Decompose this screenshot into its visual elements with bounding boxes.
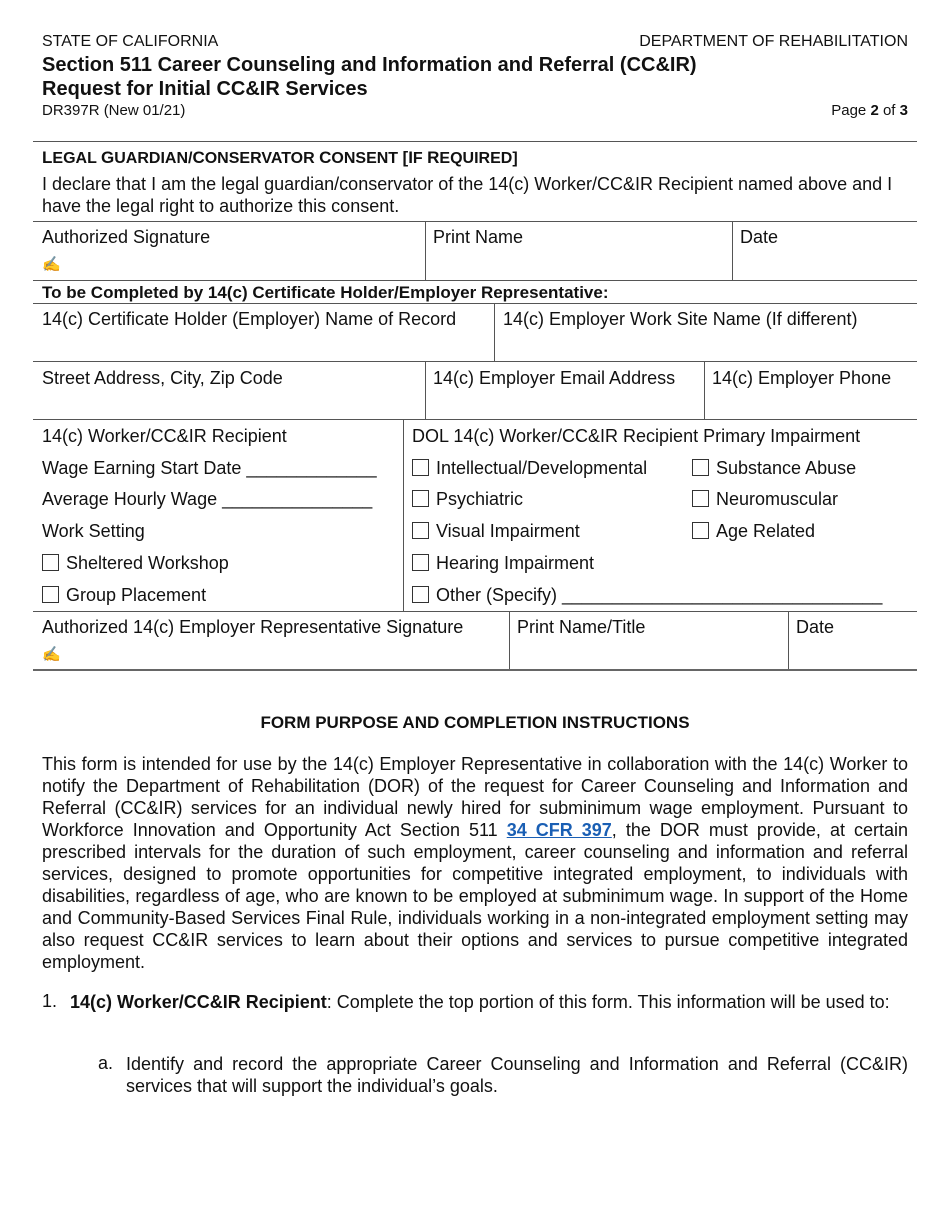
divider bbox=[33, 280, 917, 281]
divider bbox=[33, 303, 917, 304]
divider bbox=[788, 611, 789, 669]
worker-recipient-label: 14(c) Worker/CC&IR Recipient bbox=[42, 426, 287, 446]
date-label: Date bbox=[796, 617, 835, 637]
impairment-visual-option[interactable]: Visual Impairment bbox=[412, 521, 580, 542]
certificate-holder-name-label: 14(c) Certificate Holder (Employer) Name of Record bbox=[42, 309, 457, 329]
work-setting-label: Work Setting bbox=[42, 521, 145, 541]
divider bbox=[33, 669, 917, 671]
employer-phone-label: 14(c) Employer Phone bbox=[712, 368, 892, 388]
checkbox[interactable] bbox=[412, 586, 429, 603]
guardian-heading: LEGAL GUARDIAN/CONSERVATOR CONSENT [IF REQUIRED] bbox=[42, 148, 518, 167]
impairment-hearing-option[interactable]: Hearing Impairment bbox=[412, 553, 594, 574]
authorized-signature-label: Authorized Signature bbox=[42, 227, 211, 247]
page-current: 2 bbox=[870, 102, 879, 119]
divider bbox=[494, 303, 495, 361]
signature-icon[interactable]: ✍ bbox=[42, 256, 61, 273]
hourly-wage-field[interactable]: Average Hourly Wage _______________ bbox=[42, 489, 373, 509]
checkbox[interactable] bbox=[412, 459, 429, 476]
impairment-age-option[interactable]: Age Related bbox=[692, 521, 815, 542]
checkbox[interactable] bbox=[692, 459, 709, 476]
checkbox[interactable] bbox=[692, 490, 709, 507]
print-name-title-label: Print Name/Title bbox=[517, 617, 646, 637]
checkbox[interactable] bbox=[412, 554, 429, 571]
impairment-intellectual-option[interactable]: Intellectual/Developmental bbox=[412, 458, 647, 479]
department-label: DEPARTMENT OF REHABILITATION bbox=[639, 33, 908, 50]
item1-number: 1. bbox=[42, 991, 58, 1011]
instructions-heading: FORM PURPOSE AND COMPLETION INSTRUCTIONS bbox=[260, 713, 690, 732]
divider bbox=[425, 221, 426, 280]
date-label: Date bbox=[740, 227, 779, 247]
group-placement-option[interactable]: Group Placement bbox=[42, 585, 206, 606]
page-label: Page bbox=[831, 102, 867, 119]
divider bbox=[704, 361, 705, 419]
checkbox[interactable] bbox=[412, 490, 429, 507]
impairment-psychiatric-option[interactable]: Psychiatric bbox=[412, 489, 523, 510]
guardian-declaration: I declare that I am the legal guardian/conservator of the 14(c) Worker/CC&IR Recipient named above and I have the legal right to authorize this consent. bbox=[42, 174, 893, 216]
wage-start-date-field[interactable]: Wage Earning Start Date _____________ bbox=[42, 458, 377, 478]
sheltered-workshop-option[interactable]: Sheltered Workshop bbox=[42, 553, 229, 574]
divider bbox=[732, 221, 733, 280]
instructions-paragraph: This form is intended for use by the 14(c) Employer Representative in collaboration with the 14(c) Worker to notify the Department of Rehabilitation (DOR) of the request for Career Counseling and Information and Referral (CC&IR) services for an individual newly hired for subminimum wage employment. Pursuant to Workforce Innovation and Opportunity Act Section 511 34 CFR 397, the DOR must provide, at certain prescribed intervals for the duration of such employment, career counseling and information and referral services, designed to promote opportunities for competitive integrated employment, to individuals with disabilities, regardless of age, who are known to be employed at subminimum wage. In support of the Home and Community-Based Services Final Rule, individuals working in a non-integrated employment setting may also request CC&IR services to learn about their options and services to pursue competitive integrated employment. bbox=[42, 754, 908, 972]
item1a-letter: a. bbox=[98, 1053, 114, 1073]
divider bbox=[403, 419, 404, 611]
impairment-neuromuscular-option[interactable]: Neuromuscular bbox=[692, 489, 838, 510]
page-indicator bbox=[831, 102, 908, 119]
impairment-other-option[interactable]: Other (Specify) ________________________________ bbox=[412, 585, 882, 606]
page-total: 3 bbox=[899, 102, 908, 119]
divider bbox=[425, 361, 426, 419]
page-of: of bbox=[882, 102, 896, 119]
state-label: STATE OF CALIFORNIA bbox=[42, 33, 219, 50]
work-site-name-label: 14(c) Employer Work Site Name (If different) bbox=[503, 309, 858, 329]
cfr-link[interactable]: 34 CFR 397 bbox=[506, 820, 612, 840]
checkbox[interactable] bbox=[42, 554, 59, 571]
form-number: DR397R (New 01/21) bbox=[42, 102, 186, 119]
form-title-line2: Request for Initial CC&IR Services bbox=[42, 78, 368, 100]
checkbox[interactable] bbox=[412, 522, 429, 539]
divider bbox=[33, 361, 917, 362]
form-title-line1: Section 511 Career Counseling and Information and Referral (CC&IR) bbox=[42, 54, 697, 76]
divider bbox=[33, 611, 917, 612]
checkbox[interactable] bbox=[692, 522, 709, 539]
item1-text: 14(c) Worker/CC&IR Recipient: Complete the top portion of this form. This information will be used to: bbox=[70, 992, 890, 1012]
primary-impairment-label: DOL 14(c) Worker/CC&IR Recipient Primary Impairment bbox=[412, 426, 861, 446]
divider bbox=[33, 419, 917, 420]
divider bbox=[509, 611, 510, 669]
impairment-substance-option[interactable]: Substance Abuse bbox=[692, 458, 856, 479]
employer-email-label: 14(c) Employer Email Address bbox=[433, 368, 676, 388]
rep-signature-label: Authorized 14(c) Employer Representative Signature bbox=[42, 617, 464, 637]
signature-icon[interactable]: ✍ bbox=[42, 646, 61, 663]
checkbox[interactable] bbox=[42, 586, 59, 603]
item1a-text: Identify and record the appropriate Career Counseling and Information and Referral (CC&IR) services that will support the individual’s goals. bbox=[126, 1054, 908, 1096]
print-name-label: Print Name bbox=[433, 227, 524, 247]
divider bbox=[33, 141, 917, 142]
employer-section-heading: To be Completed by 14(c) Certificate Holder/Employer Representative: bbox=[42, 283, 609, 302]
street-address-label: Street Address, City, Zip Code bbox=[42, 368, 283, 388]
divider bbox=[33, 221, 917, 222]
